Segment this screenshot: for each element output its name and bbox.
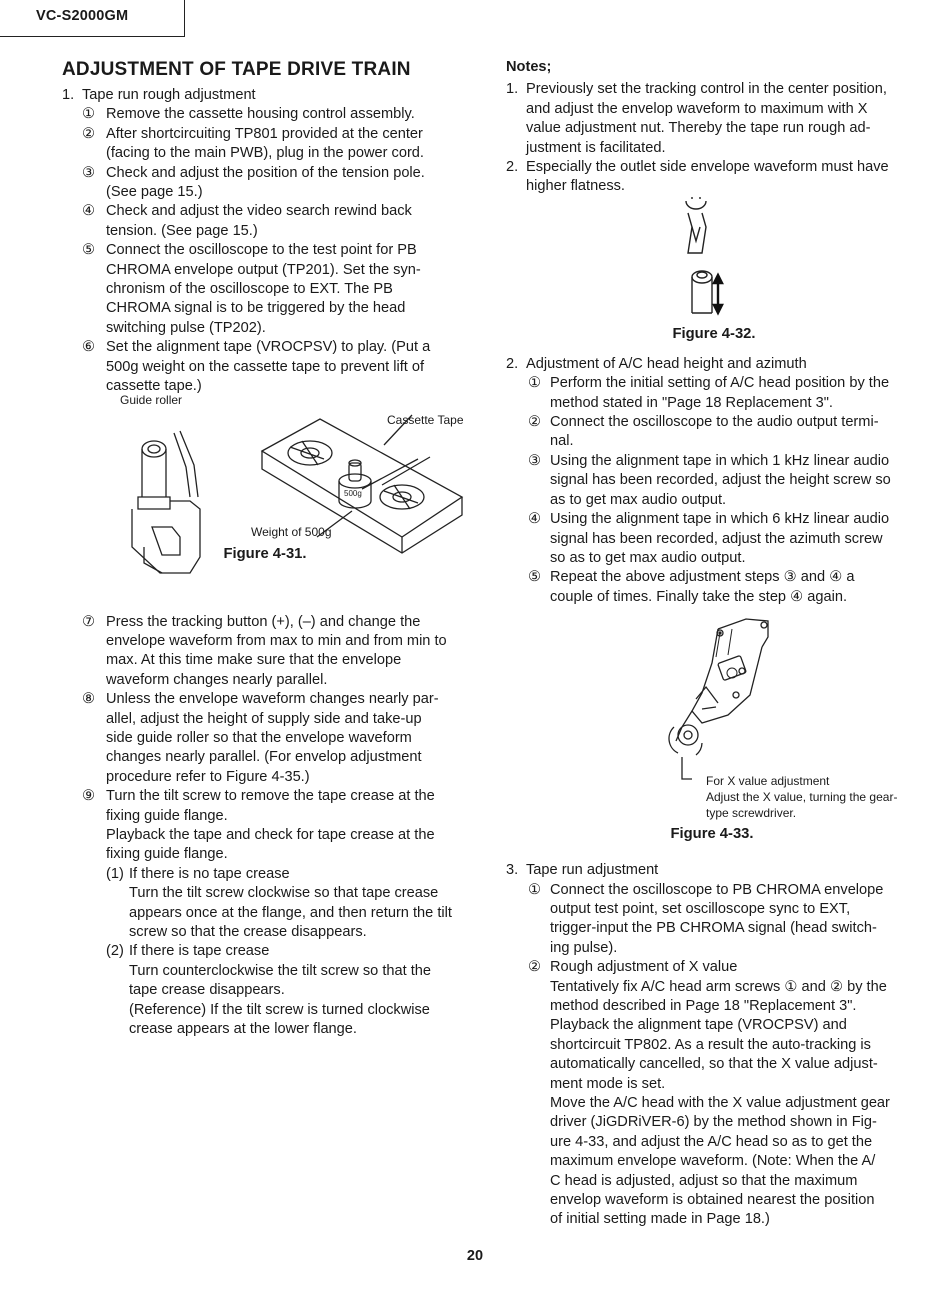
step-item	[506, 452, 922, 510]
steps-list-b	[62, 613, 486, 826]
section-2-heading: 2. Adjustment of A/C head height and azimuth	[506, 355, 807, 372]
text-line: value adjustment nut. Thereby the tape run rough ad-	[526, 120, 871, 137]
text-line: Using the alignment tape in which 6 kHz linear audio	[550, 511, 890, 528]
text-line: Turn counterclockwise the tilt screw so that the	[129, 962, 432, 979]
step-item	[62, 690, 486, 787]
text-line: so as to get max audio output.	[550, 549, 746, 566]
text-line: Tentatively fix A/C head arm screws ① and ② by the	[550, 978, 887, 995]
step-marker: ⑤	[528, 569, 542, 586]
step-9-continuation	[62, 826, 486, 865]
text-line: as to get max audio output.	[550, 491, 727, 508]
step-item	[62, 241, 486, 338]
cassette-tape-label: Cassette Tape	[387, 412, 464, 427]
note-number: 2.	[506, 159, 519, 176]
text-line: envelop waveform is obtained nearest the position	[550, 1192, 875, 1209]
text-line: justment is facilitated.	[526, 139, 666, 156]
text-line: ure 4-33, and adjust the A/C head so as to get the	[550, 1133, 873, 1150]
text-line: Repeat the above adjustment steps ③ and ④ a	[550, 569, 855, 586]
text-line: Press the tracking button (+), (–) and change the	[106, 613, 421, 630]
text-line: crease appears at the lower flange.	[129, 1021, 357, 1038]
text-line: ing pulse).	[550, 939, 618, 956]
text-line: Turn the tilt screw to remove the tape crease at the	[106, 788, 435, 805]
text-line: (See page 15.)	[106, 184, 203, 201]
text-line: automatically cancelled, so that the X value adjust-	[550, 1056, 878, 1073]
text-line: Connect the oscilloscope to PB CHROMA envelope	[550, 881, 884, 898]
text-line: of initial setting made in Page 18.)	[550, 1211, 770, 1228]
figure-4-32-caption: Figure 4-32.	[672, 325, 756, 342]
steps-list-a	[62, 105, 486, 396]
x-value-instruction-2: type screwdriver.	[706, 806, 797, 821]
text-line: Check and adjust the position of the tension pole.	[106, 164, 425, 181]
text-line: trigger-input the PB CHROMA signal (head switch-	[550, 920, 877, 937]
note-number: 1.	[506, 81, 519, 98]
step-item	[62, 125, 486, 164]
text-line: maximum envelope waveform. (Note: When the A/	[550, 1153, 876, 1170]
text-line: shortcircuit TP802. As a result the auto-tracking is	[550, 1036, 871, 1053]
text-line: C head is adjusted, adjust so that the maximum	[550, 1172, 858, 1189]
text-line: fixing guide flange.	[106, 807, 228, 824]
text-line: Perform the initial setting of A/C head position by the	[550, 375, 890, 392]
text-line: procedure refer to Figure 4-35.)	[106, 768, 310, 785]
text-line: CHROMA envelope output (TP201). Set the syn-	[106, 261, 421, 278]
model-number: VC-S2000GM	[36, 8, 129, 24]
step-marker: ⑧	[82, 691, 96, 708]
text-line: allel, adjust the height of supply side and take-up	[106, 710, 422, 727]
text-line: chronism of the oscilloscope to EXT. The PB	[106, 281, 393, 298]
step-marker: ⑦	[82, 613, 96, 630]
section-2-steps	[506, 374, 922, 607]
text-line: Set the alignment tape (VROCPSV) to play. (Put a	[106, 339, 431, 356]
step-marker: ①	[82, 106, 96, 123]
text-line: Remove the cassette housing control assembly.	[106, 106, 415, 123]
step-marker: ⑥	[82, 339, 96, 356]
text-line: Especially the outlet side envelope waveform must have	[526, 159, 889, 176]
step-marker: ④	[528, 511, 542, 528]
guide-roller-label: Guide roller	[120, 392, 183, 407]
left-column	[62, 58, 486, 1039]
text-line: appears once at the flange, and then return the tilt	[129, 904, 452, 921]
text-line: switching pulse (TP202).	[106, 319, 266, 336]
case-1: (1) If there is no tape crease	[106, 865, 290, 882]
text-line: method stated in "Page 18 Replacement 3".	[550, 394, 833, 411]
step-marker: ②	[82, 125, 96, 142]
section-3-step-2: ② Rough adjustment of X value Tentatively fix A/C head arm screws ① and ② by the method described in Page 18 "Replacement 3". Playback the alignment tape (VROCPSV) and shortcircuit TP802. As a result the auto-tracking is automatically cancelled, so that the X value adjust- ment mode is set. Move the A/C head with the X value adjustment gear driver (JiGDRiVER-6) by the method shown in Fig- ure 4-33, and adjust the A/C head so as to get the maximum envelope waveform. (Note: When the A/ C head is adjusted, adjust so that the maximum envelop waveform is obtained nearest the position of initial setting made in Page 18.)	[506, 958, 922, 1230]
notes-list	[506, 80, 922, 196]
step-marker: ①	[528, 375, 542, 392]
text-line: changes nearly parallel. (For envelop adjustment	[106, 749, 422, 766]
text-line: After shortcircuiting TP801 provided at the center	[106, 125, 423, 142]
note-item	[506, 80, 922, 158]
text-line: waveform changes nearly parallel.	[106, 671, 328, 688]
step-item	[62, 787, 486, 826]
case-1-text	[62, 884, 486, 942]
text-line: Move the A/C head with the X value adjustment gear	[550, 1095, 890, 1111]
step-item	[62, 164, 486, 203]
text-line: signal has been recorded, adjust the azimuth screw	[550, 530, 883, 547]
text-line: max. At this time make sure that the envelope	[106, 652, 402, 669]
text-line: Check and adjust the video search rewind back	[106, 203, 412, 220]
step-item	[62, 338, 486, 396]
right-column	[506, 58, 922, 1230]
section-title: ADJUSTMENT OF TAPE DRIVE TRAIN	[62, 59, 411, 80]
text-line: signal has been recorded, adjust the height screw so	[550, 472, 891, 489]
text-line: Turn the tilt screw clockwise so that tape crease	[129, 885, 439, 902]
text-line: Playback the tape and check for tape crease at the	[106, 826, 435, 843]
step-marker: ⑤	[82, 242, 96, 259]
figure-4-33-caption: Figure 4-33.	[670, 826, 754, 843]
text-line: nal.	[550, 433, 574, 450]
item-1-heading: 1. Tape run rough adjustment	[62, 87, 256, 103]
figure-4-33	[506, 607, 922, 843]
step-item	[506, 413, 922, 452]
text-line: tension. (See page 15.)	[106, 222, 258, 239]
case-2: (2) If there is tape crease	[106, 943, 270, 960]
text-line: and adjust the envelop waveform to maximum with X	[526, 100, 868, 117]
step-marker: ⑨	[82, 788, 96, 805]
notes-title: Notes;	[506, 59, 552, 75]
step-marker: ②	[528, 414, 542, 431]
figure-4-32-drawing	[506, 197, 922, 323]
section-3-step-1: ① Connect the oscilloscope to PB CHROMA envelope output test point, set oscilloscope sync to EXT, trigger-input the PB CHROMA signal (head switch- ing pulse).	[506, 881, 922, 959]
x-value-label: For X value adjustment	[706, 774, 830, 789]
text-line: CHROMA signal is to be triggered by the head	[106, 300, 406, 317]
step-item	[506, 510, 922, 568]
text-line: ment mode is set.	[550, 1075, 666, 1092]
text-line: (Reference) If the tilt screw is turned clockwise	[129, 1001, 430, 1018]
text-line: couple of times. Finally take the step ④ again.	[550, 588, 848, 605]
weight-label: Weight of 500g	[251, 524, 332, 539]
text-line: driver (JiGDRiVER-6) by the method shown in Fig-	[550, 1114, 877, 1131]
figure-4-31	[62, 392, 486, 613]
step-marker: ④	[82, 203, 96, 220]
text-line: envelope waveform from max to min and from min to	[106, 632, 447, 649]
text-line: cassette tape.)	[106, 378, 202, 395]
step-item	[506, 568, 922, 607]
page-number: 20	[466, 1248, 484, 1264]
step-item	[62, 202, 486, 241]
step-item	[62, 613, 486, 691]
text-line: side guide roller so that the envelope waveform	[106, 729, 412, 746]
text-line: Unless the envelope waveform changes nearly par-	[106, 691, 439, 708]
text-line: 500g weight on the cassette tape to prevent lift of	[106, 358, 425, 375]
step-marker: ③	[528, 452, 542, 469]
section-3-heading: 3. Tape run adjustment	[506, 862, 659, 879]
text-line: Connect the oscilloscope to the audio output termi-	[550, 414, 879, 431]
case-2-text	[62, 962, 486, 1040]
text-line: (facing to the main PWB), plug in the power cord.	[106, 145, 424, 162]
text-line: Connect the oscilloscope to the test point for PB	[106, 242, 417, 259]
text-line: output test point, set oscilloscope sync to EXT,	[550, 900, 851, 917]
text-line: tape crease disappears.	[129, 982, 285, 999]
figure-4-31-caption: Figure 4-31.	[223, 545, 307, 562]
text-line: Using the alignment tape in which 1 kHz linear audio	[550, 452, 890, 469]
text-line: fixing guide flange.	[106, 846, 228, 863]
step-item	[62, 105, 486, 124]
text-line: screw so that the crease disappears.	[129, 924, 367, 940]
text-line: Previously set the tracking control in the center position,	[526, 81, 887, 98]
note-item	[506, 158, 922, 197]
x-value-instruction-1: Adjust the X value, turning the gear-	[706, 790, 898, 805]
page-header-box	[0, 0, 185, 37]
step-item	[506, 374, 922, 413]
figure-4-32	[506, 197, 922, 347]
text-line: higher flatness.	[526, 178, 625, 195]
text-line: method described in Page 18 "Replacement 3".	[550, 997, 857, 1014]
weight-marking: 500g	[344, 488, 362, 498]
text-line: Playback the alignment tape (VROCPSV) and	[550, 1017, 847, 1034]
step-marker: ③	[82, 164, 96, 181]
